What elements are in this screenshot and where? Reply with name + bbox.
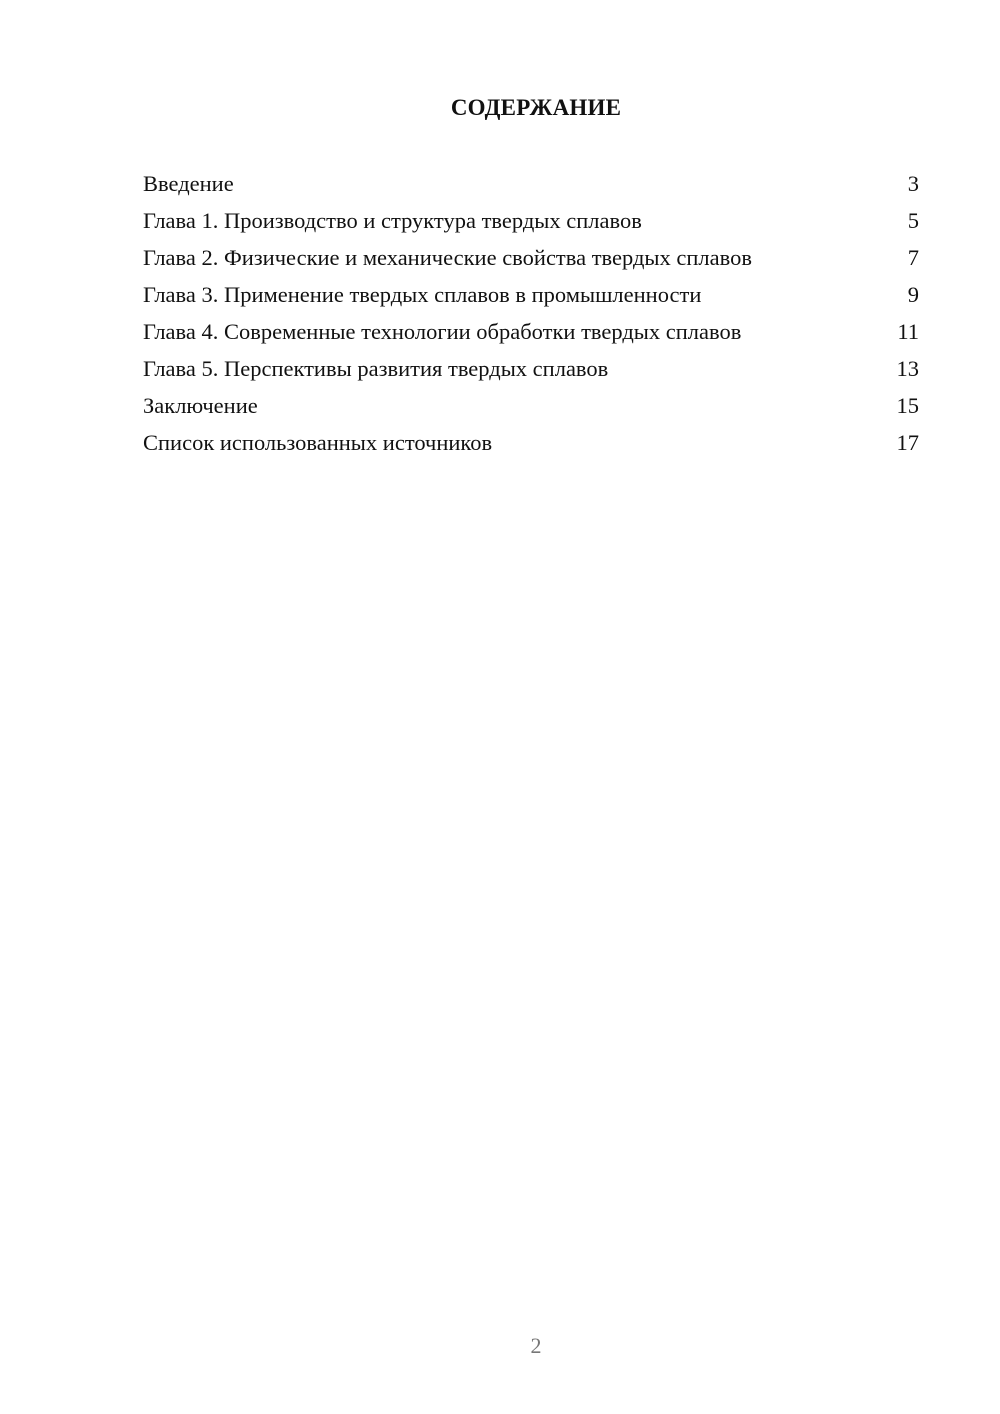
table-of-contents [143, 168, 919, 464]
toc-entry-label: Глава 2. Физические и механические свойства твердых сплавов [143, 245, 752, 270]
toc-entry-conclusion[interactable] [143, 390, 919, 427]
toc-entry-introduction[interactable] [143, 168, 919, 205]
toc-entry-chapter-5[interactable] [143, 353, 919, 390]
toc-entry-label: Список использованных источников [143, 430, 493, 455]
toc-entry-page: 11 [897, 319, 919, 344]
toc-entry-label: Глава 4. Современные технологии обработки твердых сплавов [143, 319, 742, 344]
toc-entry-page: 9 [907, 282, 919, 307]
toc-entry-references[interactable] [143, 427, 919, 464]
toc-entry-chapter-4[interactable] [143, 316, 919, 353]
toc-entry-page: 13 [896, 356, 919, 381]
toc-entry-page: 15 [896, 393, 919, 418]
toc-entry-label: Глава 1. Производство и структура твердых сплавов [143, 208, 642, 233]
page-title: СОДЕРЖАНИЕ [450, 95, 622, 120]
page-number: 2 [530, 1333, 542, 1358]
toc-entry-chapter-2[interactable] [143, 242, 919, 279]
toc-entry-page: 17 [896, 430, 919, 455]
toc-entry-label: Глава 5. Перспективы развития твердых сплавов [143, 356, 609, 381]
toc-entry-label: Введение [143, 171, 234, 196]
toc-entry-chapter-3[interactable] [143, 279, 919, 316]
toc-entry-page: 3 [907, 171, 919, 196]
toc-entry-page: 7 [907, 245, 919, 270]
toc-entry-label: Глава 3. Применение твердых сплавов в промышленности [143, 282, 702, 307]
toc-entry-chapter-1[interactable] [143, 205, 919, 242]
toc-entry-page: 5 [907, 208, 919, 233]
toc-entry-label: Заключение [143, 393, 258, 418]
